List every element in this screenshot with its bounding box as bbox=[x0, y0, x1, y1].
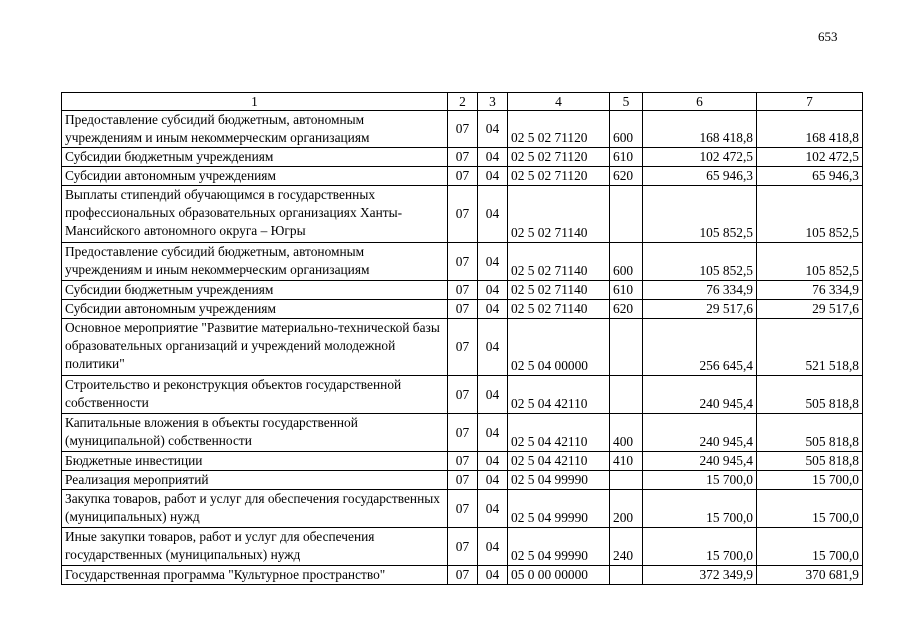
row-name: Капитальные вложения в объекты государственной (муниципальной) собственности bbox=[62, 414, 448, 452]
row-expense-type bbox=[610, 471, 643, 490]
row-name: Государственная программа "Культурное пространство" bbox=[62, 566, 448, 585]
table-row bbox=[62, 167, 863, 186]
row-section: 07 bbox=[448, 376, 478, 414]
column-header: 4 bbox=[508, 93, 610, 111]
row-subsection: 04 bbox=[478, 414, 508, 452]
row-target-code: 02 5 02 71120 bbox=[508, 148, 610, 167]
table-row bbox=[62, 528, 863, 566]
row-name: Бюджетные инвестиции bbox=[62, 452, 448, 471]
row-target-code: 02 5 04 99990 bbox=[508, 528, 610, 566]
row-amount-2: 168 418,8 bbox=[757, 111, 863, 148]
row-section: 07 bbox=[448, 528, 478, 566]
row-subsection: 04 bbox=[478, 376, 508, 414]
table-row bbox=[62, 243, 863, 281]
row-amount-1: 240 945,4 bbox=[643, 452, 757, 471]
row-expense-type: 410 bbox=[610, 452, 643, 471]
row-section: 07 bbox=[448, 319, 478, 376]
row-name: Строительство и реконструкция объектов государственной собственности bbox=[62, 376, 448, 414]
table-row bbox=[62, 319, 863, 376]
header-row bbox=[62, 93, 863, 111]
row-subsection: 04 bbox=[478, 471, 508, 490]
row-expense-type: 200 bbox=[610, 490, 643, 528]
row-target-code: 02 5 02 71140 bbox=[508, 243, 610, 281]
row-name: Предоставление субсидий бюджетным, автономным учреждениям и иным некоммерческим организациям bbox=[62, 243, 448, 281]
row-section: 07 bbox=[448, 566, 478, 585]
row-section: 07 bbox=[448, 414, 478, 452]
row-section: 07 bbox=[448, 148, 478, 167]
row-subsection: 04 bbox=[478, 528, 508, 566]
table-row bbox=[62, 471, 863, 490]
row-target-code: 02 5 02 71120 bbox=[508, 111, 610, 148]
row-subsection: 04 bbox=[478, 319, 508, 376]
table-row bbox=[62, 566, 863, 585]
row-target-code: 02 5 02 71140 bbox=[508, 186, 610, 243]
row-expense-type bbox=[610, 186, 643, 243]
row-amount-2: 505 818,8 bbox=[757, 414, 863, 452]
row-subsection: 04 bbox=[478, 148, 508, 167]
row-section: 07 bbox=[448, 452, 478, 471]
row-amount-1: 372 349,9 bbox=[643, 566, 757, 585]
row-section: 07 bbox=[448, 300, 478, 319]
row-name: Закупка товаров, работ и услуг для обеспечения государственных (муниципальных) нужд bbox=[62, 490, 448, 528]
column-header: 6 bbox=[643, 93, 757, 111]
row-target-code: 02 5 04 00000 bbox=[508, 319, 610, 376]
row-amount-2: 15 700,0 bbox=[757, 528, 863, 566]
row-amount-2: 76 334,9 bbox=[757, 281, 863, 300]
row-expense-type: 620 bbox=[610, 300, 643, 319]
row-amount-2: 521 518,8 bbox=[757, 319, 863, 376]
row-subsection: 04 bbox=[478, 281, 508, 300]
row-amount-2: 15 700,0 bbox=[757, 471, 863, 490]
row-target-code: 02 5 04 42110 bbox=[508, 414, 610, 452]
row-amount-1: 65 946,3 bbox=[643, 167, 757, 186]
column-header: 7 bbox=[757, 93, 863, 111]
column-header: 2 bbox=[448, 93, 478, 111]
row-name: Субсидии автономным учреждениям bbox=[62, 300, 448, 319]
row-target-code: 02 5 02 71120 bbox=[508, 167, 610, 186]
column-header: 1 bbox=[62, 93, 448, 111]
row-amount-1: 168 418,8 bbox=[643, 111, 757, 148]
row-expense-type: 610 bbox=[610, 148, 643, 167]
row-expense-type bbox=[610, 566, 643, 585]
table-row bbox=[62, 490, 863, 528]
row-section: 07 bbox=[448, 471, 478, 490]
row-subsection: 04 bbox=[478, 243, 508, 281]
row-target-code: 02 5 04 99990 bbox=[508, 471, 610, 490]
row-amount-2: 105 852,5 bbox=[757, 186, 863, 243]
table-row bbox=[62, 186, 863, 243]
row-section: 07 bbox=[448, 281, 478, 300]
row-amount-1: 105 852,5 bbox=[643, 243, 757, 281]
row-target-code: 02 5 04 42110 bbox=[508, 452, 610, 471]
row-target-code: 02 5 02 71140 bbox=[508, 300, 610, 319]
table-row bbox=[62, 300, 863, 319]
row-amount-1: 29 517,6 bbox=[643, 300, 757, 319]
row-amount-2: 505 818,8 bbox=[757, 452, 863, 471]
row-target-code: 02 5 04 42110 bbox=[508, 376, 610, 414]
row-expense-type: 620 bbox=[610, 167, 643, 186]
row-expense-type: 400 bbox=[610, 414, 643, 452]
table-row bbox=[62, 148, 863, 167]
row-subsection: 04 bbox=[478, 111, 508, 148]
row-expense-type bbox=[610, 319, 643, 376]
row-subsection: 04 bbox=[478, 566, 508, 585]
row-expense-type: 610 bbox=[610, 281, 643, 300]
row-subsection: 04 bbox=[478, 300, 508, 319]
page-number: 653 bbox=[818, 29, 838, 44]
table-row bbox=[62, 111, 863, 148]
row-name: Предоставление субсидий бюджетным, автономным учреждениям и иным некоммерческим организациям bbox=[62, 111, 448, 148]
row-section: 07 bbox=[448, 111, 478, 148]
row-expense-type bbox=[610, 376, 643, 414]
row-amount-1: 240 945,4 bbox=[643, 376, 757, 414]
row-section: 07 bbox=[448, 167, 478, 186]
column-header: 3 bbox=[478, 93, 508, 111]
table-row bbox=[62, 281, 863, 300]
row-amount-1: 105 852,5 bbox=[643, 186, 757, 243]
row-name: Субсидии автономным учреждениям bbox=[62, 167, 448, 186]
row-amount-1: 76 334,9 bbox=[643, 281, 757, 300]
row-amount-1: 256 645,4 bbox=[643, 319, 757, 376]
row-amount-1: 240 945,4 bbox=[643, 414, 757, 452]
column-header: 5 bbox=[610, 93, 643, 111]
row-amount-1: 15 700,0 bbox=[643, 528, 757, 566]
row-expense-type: 240 bbox=[610, 528, 643, 566]
table-row bbox=[62, 376, 863, 414]
row-subsection: 04 bbox=[478, 490, 508, 528]
row-expense-type: 600 bbox=[610, 243, 643, 281]
row-amount-2: 15 700,0 bbox=[757, 490, 863, 528]
row-amount-1: 15 700,0 bbox=[643, 471, 757, 490]
row-subsection: 04 bbox=[478, 186, 508, 243]
row-amount-2: 102 472,5 bbox=[757, 148, 863, 167]
row-section: 07 bbox=[448, 243, 478, 281]
row-amount-1: 15 700,0 bbox=[643, 490, 757, 528]
row-amount-2: 105 852,5 bbox=[757, 243, 863, 281]
row-name: Субсидии бюджетным учреждениям bbox=[62, 281, 448, 300]
row-amount-1: 102 472,5 bbox=[643, 148, 757, 167]
row-name: Иные закупки товаров, работ и услуг для обеспечения государственных (муниципальных) нужд bbox=[62, 528, 448, 566]
row-section: 07 bbox=[448, 490, 478, 528]
row-amount-2: 370 681,9 bbox=[757, 566, 863, 585]
row-subsection: 04 bbox=[478, 167, 508, 186]
row-amount-2: 505 818,8 bbox=[757, 376, 863, 414]
row-target-code: 02 5 04 99990 bbox=[508, 490, 610, 528]
table-row bbox=[62, 414, 863, 452]
row-name: Реализация мероприятий bbox=[62, 471, 448, 490]
row-name: Основное мероприятие "Развитие материально-технической базы образовательных организаций и учреждений молодежной политики" bbox=[62, 319, 448, 376]
row-amount-2: 29 517,6 bbox=[757, 300, 863, 319]
row-expense-type: 600 bbox=[610, 111, 643, 148]
row-name: Субсидии бюджетным учреждениям bbox=[62, 148, 448, 167]
row-target-code: 02 5 02 71140 bbox=[508, 281, 610, 300]
row-name: Выплаты стипендий обучающимся в государственных профессиональных образовательных организациях Ханты-Мансийского автономного округа – Югры bbox=[62, 186, 448, 243]
row-section: 07 bbox=[448, 186, 478, 243]
row-target-code: 05 0 00 00000 bbox=[508, 566, 610, 585]
row-amount-2: 65 946,3 bbox=[757, 167, 863, 186]
row-subsection: 04 bbox=[478, 452, 508, 471]
budget-table bbox=[61, 92, 863, 585]
table-row bbox=[62, 452, 863, 471]
